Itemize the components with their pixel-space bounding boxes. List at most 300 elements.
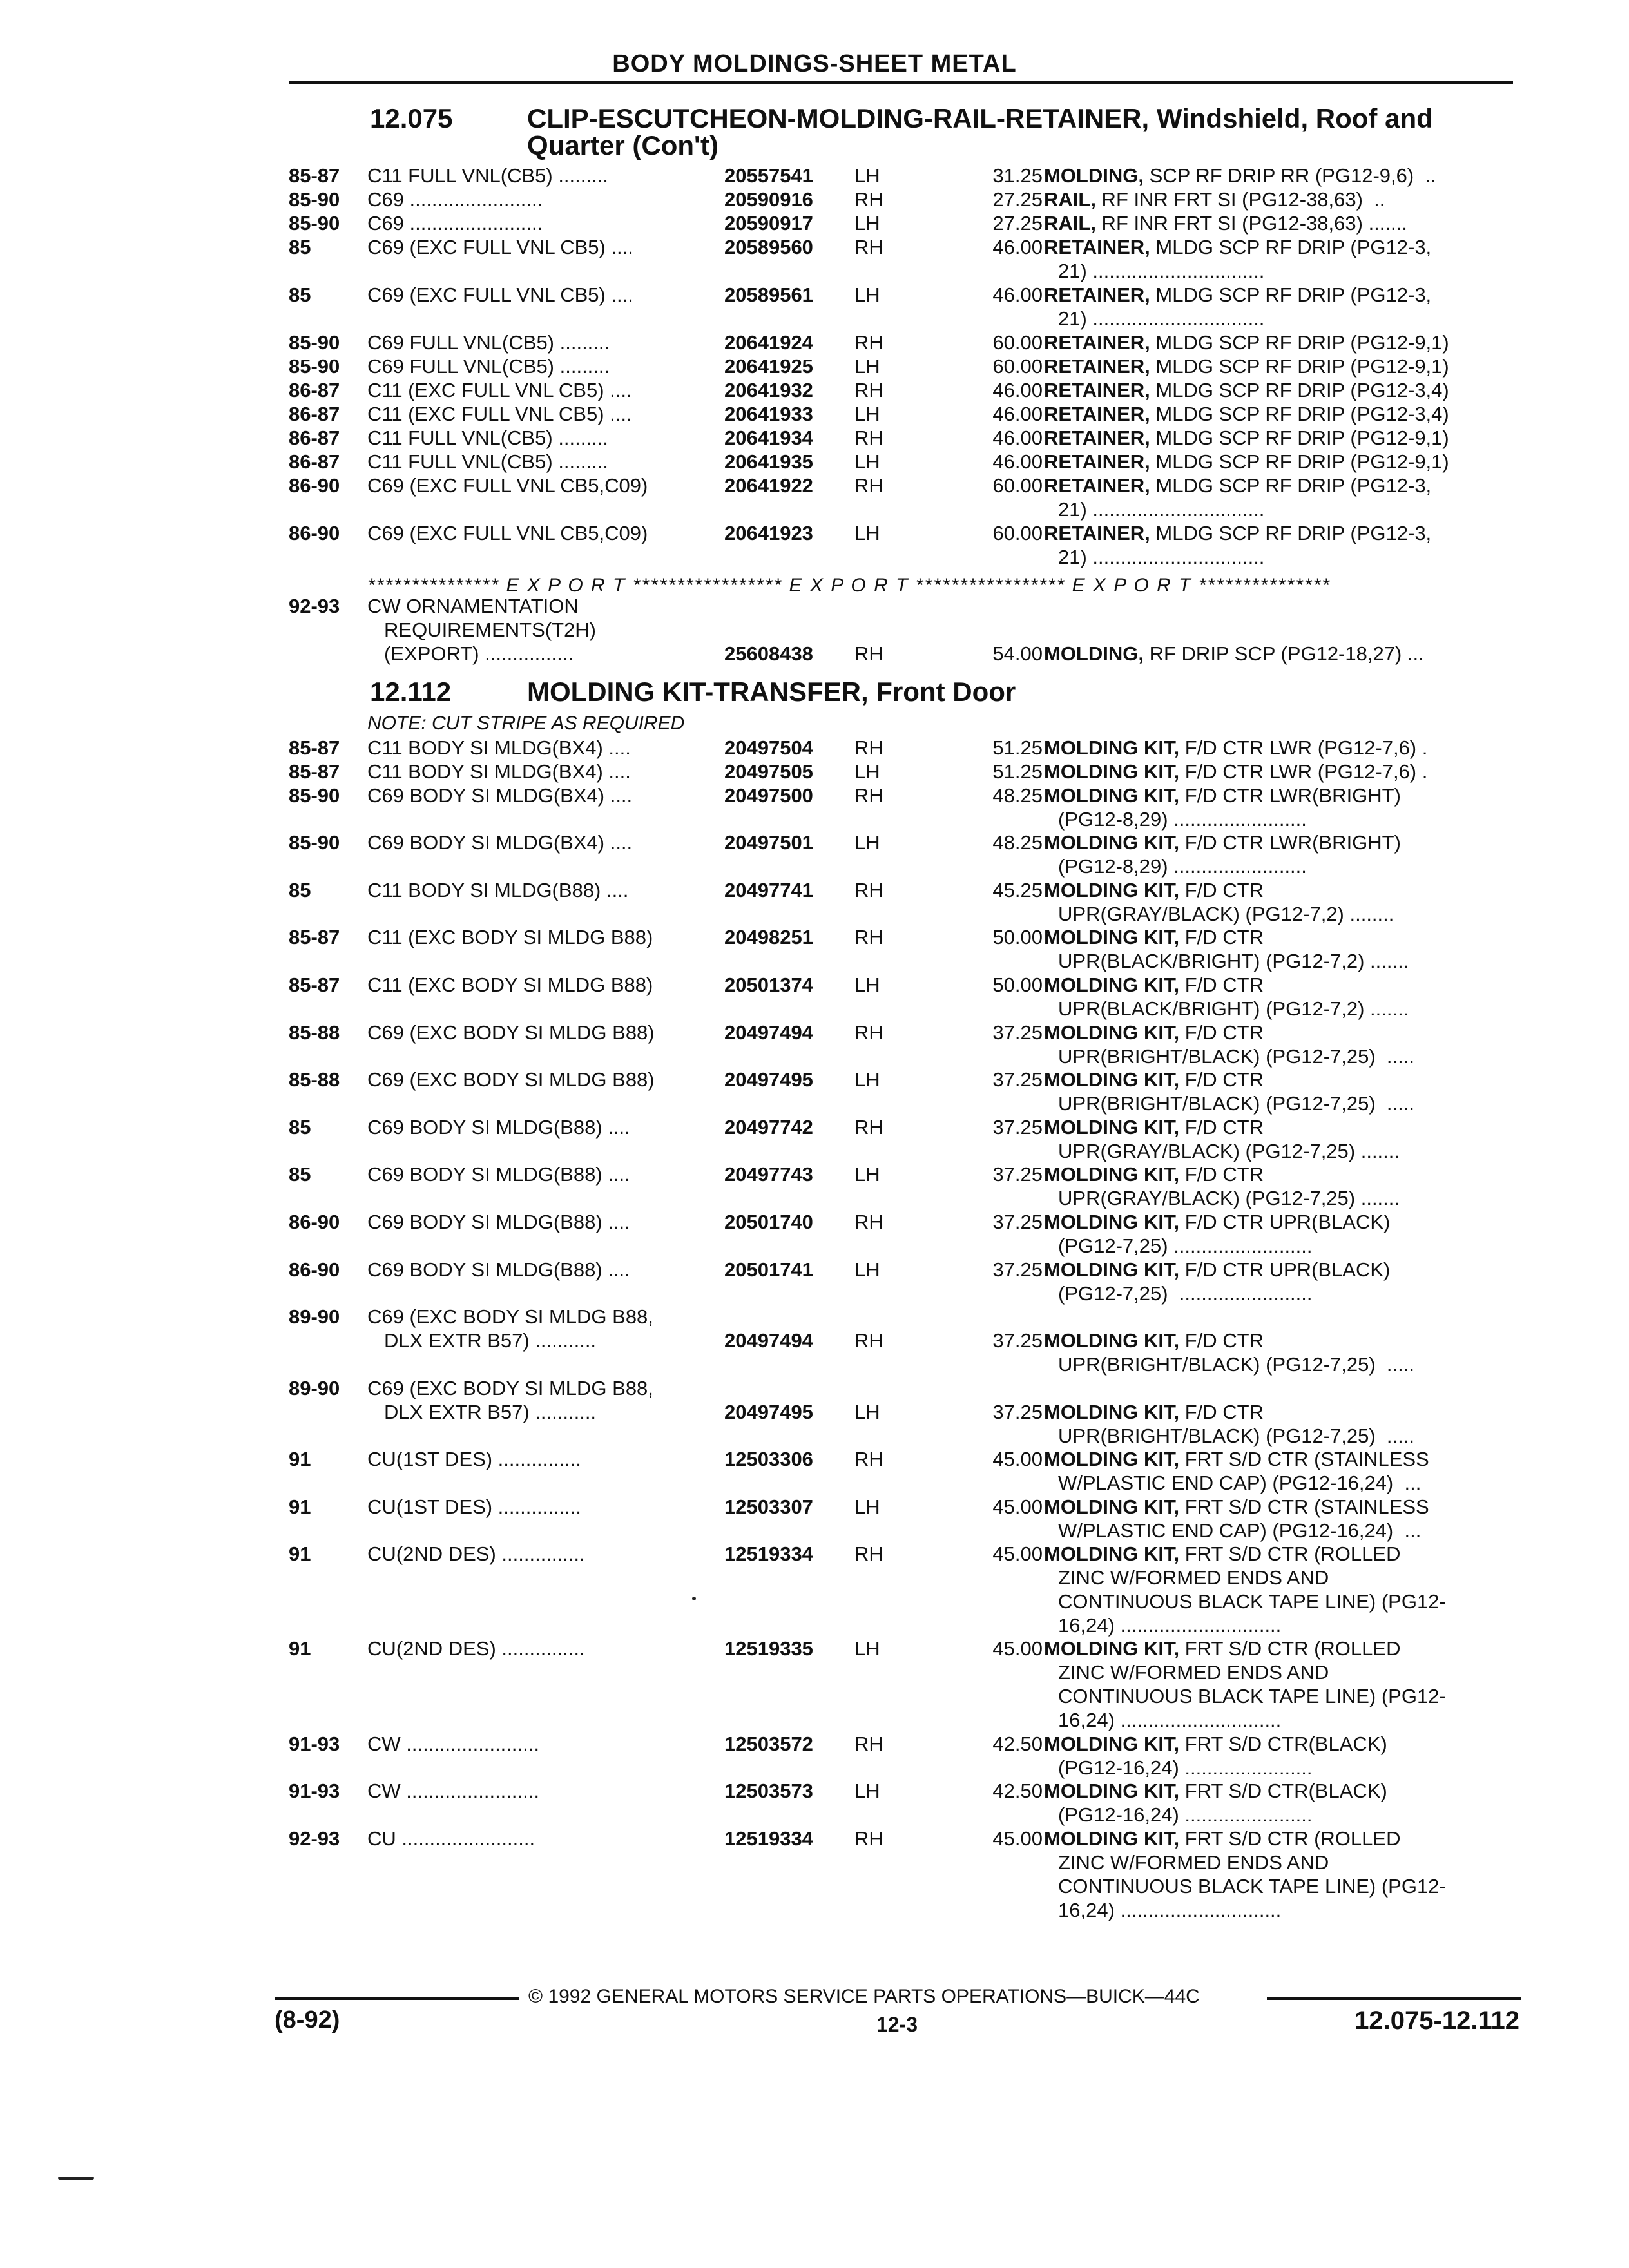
part-detail: MLDG SCP RF DRIP (PG12-9,1): [1150, 450, 1449, 473]
part-name: MOLDING KIT,: [1044, 1637, 1180, 1660]
part-number: 20641935: [724, 450, 813, 473]
side: LH: [854, 164, 880, 187]
model-desc: C11 FULL VNL(CB5) .........: [367, 450, 608, 473]
part-detail: FRT S/D CTR(BLACK): [1179, 1732, 1387, 1755]
scan-mark: [692, 1597, 696, 1600]
year-range: 85-87: [289, 164, 340, 187]
section-heading-12-112: [370, 677, 1530, 707]
part-number: 20641932: [724, 379, 813, 401]
side: RH: [854, 1732, 883, 1755]
part-detail: MLDG SCP RF DRIP (PG12-3,4): [1150, 379, 1449, 401]
model-desc: C69 (EXC BODY SI MLDG B88): [367, 1068, 655, 1091]
part-number: 20590917: [724, 212, 813, 235]
year-range: 85-90: [289, 783, 340, 807]
year-range: 86-90: [289, 1211, 340, 1233]
year-range: 86-87: [289, 450, 340, 473]
part-detail: F/D CTR: [1179, 1163, 1264, 1186]
price: 45.25: [992, 878, 1043, 901]
part-name: MOLDING KIT,: [1044, 1542, 1180, 1566]
part-detail: MLDG SCP RF DRIP (PG12-9,1): [1150, 331, 1449, 354]
side: RH: [854, 1329, 883, 1352]
part-name: MOLDING,: [1044, 164, 1144, 187]
side: LH: [854, 1780, 880, 1803]
year-range: 85-87: [289, 926, 340, 949]
model-desc: C69 ........................: [367, 188, 543, 211]
price: 50.00: [992, 974, 1043, 996]
price: 42.50: [992, 1780, 1043, 1803]
part-number: 20497504: [724, 736, 813, 759]
part-number: 20497741: [724, 878, 813, 901]
price: 37.25: [992, 1211, 1043, 1233]
section-note: NOTE: CUT STRIPE AS REQUIRED: [367, 713, 685, 734]
part-description: [1044, 187, 1508, 211]
price: 46.00: [992, 379, 1043, 401]
part-description: [1044, 450, 1508, 474]
part-detail: F/D CTR: [1179, 1021, 1264, 1044]
year-range: 91: [289, 1495, 311, 1518]
part-description-cont: W/PLASTIC END CAP) (PG12-16,24) ...: [1058, 1472, 1422, 1494]
year-range: 89-90: [289, 1376, 340, 1399]
part-description: [1044, 1068, 1508, 1091]
footer-rule-right: [1267, 1997, 1521, 2000]
model-desc: CU(1ST DES) ...............: [367, 1448, 581, 1470]
year-range: 85-90: [289, 188, 340, 211]
side: RH: [854, 1827, 883, 1850]
model-desc: C69 FULL VNL(CB5) .........: [367, 331, 610, 354]
price: 54.00: [992, 642, 1043, 665]
price: 27.25: [992, 212, 1043, 235]
part-number: 20641924: [724, 331, 813, 354]
model-desc: C69 (EXC BODY SI MLDG B88,: [367, 1305, 653, 1329]
part-description: [1044, 1779, 1508, 1803]
part-detail: F/D CTR LWR (PG12-7,6) .: [1179, 760, 1428, 783]
part-number: 20589561: [724, 284, 813, 306]
price: 60.00: [992, 522, 1043, 544]
part-name: MOLDING KIT,: [1044, 1021, 1180, 1044]
part-name: MOLDING KIT,: [1044, 783, 1180, 807]
part-number: 25608438: [724, 642, 813, 665]
price: 51.25: [992, 760, 1043, 783]
part-description: [1044, 211, 1508, 235]
part-number: 20497743: [724, 1163, 813, 1186]
price: 37.25: [992, 1400, 1043, 1423]
part-detail: F/D CTR: [1179, 926, 1264, 949]
part-description: [1044, 1732, 1508, 1756]
footer-section-range: 12.075-12.112: [1354, 2006, 1519, 2035]
part-name: MOLDING KIT,: [1044, 1068, 1180, 1091]
part-number: 20501740: [724, 1211, 813, 1233]
year-range: 85-87: [289, 736, 340, 759]
part-description-cont: UPR(BLACK/BRIGHT) (PG12-7,2) .......: [1058, 997, 1409, 1020]
price: 45.00: [992, 1495, 1043, 1518]
part-number: 20497495: [724, 1400, 813, 1423]
side: LH: [854, 212, 880, 235]
price: 50.00: [992, 926, 1043, 949]
part-description-cont: 21) ...............................: [1058, 546, 1265, 568]
year-range: 85-87: [289, 974, 340, 996]
part-name: MOLDING KIT,: [1044, 760, 1180, 783]
part-number: 20497500: [724, 783, 813, 807]
part-description: [1044, 1542, 1508, 1566]
part-number: 20501741: [724, 1258, 813, 1281]
part-name: MOLDING KIT,: [1044, 1495, 1180, 1518]
price: 46.00: [992, 284, 1043, 306]
part-description: [1044, 878, 1508, 902]
year-range: 85-88: [289, 1068, 340, 1091]
part-description: [1044, 474, 1508, 497]
price: 46.00: [992, 450, 1043, 473]
part-description: [1044, 402, 1508, 426]
year-range: 92-93: [289, 595, 340, 617]
part-description-cont: ZINC W/FORMED ENDS AND: [1058, 1850, 1329, 1874]
part-description: [1044, 426, 1508, 450]
price: 60.00: [992, 355, 1043, 378]
model-desc: C69 BODY SI MLDG(BX4) ....: [367, 783, 633, 807]
footer-copyright: © 1992 GENERAL MOTORS SERVICE PARTS OPERATIONS—BUICK—44C: [528, 1986, 1200, 2007]
part-name: MOLDING KIT,: [1044, 1115, 1180, 1139]
part-name: MOLDING KIT,: [1044, 974, 1180, 996]
section-number: 12.112: [370, 677, 452, 707]
side: LH: [854, 1068, 880, 1091]
part-name: RETAINER,: [1044, 474, 1150, 497]
price: 46.00: [992, 236, 1043, 258]
part-description-cont: UPR(BRIGHT/BLACK) (PG12-7,25) .....: [1058, 1353, 1414, 1376]
part-detail: FRT S/D CTR (STAINLESS: [1179, 1448, 1429, 1470]
year-range: 85: [289, 1115, 311, 1139]
part-description-cont: CONTINUOUS BLACK TAPE LINE) (PG12-: [1058, 1590, 1446, 1613]
part-detail: FRT S/D CTR (ROLLED: [1179, 1542, 1401, 1566]
price: 46.00: [992, 403, 1043, 425]
section-number: 12.075: [370, 103, 453, 133]
year-range: 91: [289, 1542, 311, 1566]
part-number: 20497742: [724, 1115, 813, 1139]
model-desc-cont: REQUIREMENTS(T2H): [384, 619, 596, 641]
part-description-cont: UPR(GRAY/BLACK) (PG12-7,25) .......: [1058, 1139, 1400, 1162]
year-range: 86-87: [289, 379, 340, 401]
side: RH: [854, 427, 883, 449]
model-desc: CU(2ND DES) ...............: [367, 1637, 585, 1660]
footer-page-number: 12-3: [876, 2013, 918, 2036]
price: 45.00: [992, 1827, 1043, 1850]
part-description-cont: W/PLASTIC END CAP) (PG12-16,24) ...: [1058, 1519, 1422, 1542]
year-range: 91: [289, 1448, 311, 1470]
part-name: RETAINER,: [1044, 284, 1150, 306]
side: LH: [854, 1400, 880, 1423]
model-desc: C11 FULL VNL(CB5) .........: [367, 164, 608, 187]
side: RH: [854, 379, 883, 401]
price: 37.25: [992, 1068, 1043, 1091]
side: LH: [854, 974, 880, 996]
price: 42.50: [992, 1732, 1043, 1755]
price: 46.00: [992, 427, 1043, 449]
price: 31.25: [992, 164, 1043, 187]
part-name: RETAINER,: [1044, 331, 1150, 354]
part-name: RETAINER,: [1044, 379, 1150, 401]
part-number: 20641933: [724, 403, 813, 425]
part-detail: F/D CTR: [1179, 1400, 1264, 1423]
model-desc: C69 (EXC BODY SI MLDG B88): [367, 1021, 655, 1044]
year-range: 85-90: [289, 831, 340, 854]
part-name: MOLDING KIT,: [1044, 1258, 1180, 1281]
part-description-cont: CONTINUOUS BLACK TAPE LINE) (PG12-: [1058, 1685, 1446, 1708]
part-name: MOLDING KIT,: [1044, 1163, 1180, 1186]
part-description-cont: UPR(GRAY/BLACK) (PG12-7,25) .......: [1058, 1187, 1400, 1210]
part-description: [1044, 1258, 1508, 1282]
part-description-cont: 21) ...............................: [1058, 307, 1265, 330]
side: RH: [854, 642, 883, 665]
part-name: MOLDING KIT,: [1044, 1780, 1180, 1803]
part-name: MOLDING KIT,: [1044, 878, 1180, 901]
price: 37.25: [992, 1329, 1043, 1352]
part-detail: MLDG SCP RF DRIP (PG12-3,: [1150, 522, 1432, 544]
side: LH: [854, 403, 880, 425]
part-number: 12503572: [724, 1732, 813, 1755]
part-name: MOLDING,: [1044, 642, 1144, 665]
part-name: MOLDING KIT,: [1044, 1732, 1180, 1755]
part-detail: RF DRIP SCP (PG12-18,27) ...: [1144, 642, 1424, 665]
side: LH: [854, 522, 880, 544]
model-desc: CW ORNAMENTATION: [367, 595, 579, 617]
year-range: 91: [289, 1637, 311, 1660]
part-description-cont: 21) ...............................: [1058, 260, 1265, 282]
part-description: [1044, 736, 1508, 760]
side: RH: [854, 1448, 883, 1470]
part-description-cont: (PG12-7,25) ........................: [1058, 1282, 1313, 1305]
section-heading-12-075: [370, 103, 1530, 161]
part-description: [1044, 1021, 1508, 1044]
model-desc: C11 BODY SI MLDG(BX4) ....: [367, 760, 631, 783]
part-name: MOLDING KIT,: [1044, 1329, 1180, 1352]
part-description-cont: UPR(BRIGHT/BLACK) (PG12-7,25) .....: [1058, 1092, 1414, 1115]
part-description: [1044, 354, 1508, 378]
side: LH: [854, 1258, 880, 1281]
part-description: [1044, 1210, 1508, 1234]
side: RH: [854, 188, 883, 211]
part-detail: F/D CTR: [1179, 1068, 1264, 1091]
section-title-cont: Quarter (Con't): [527, 130, 718, 160]
part-description: [1044, 783, 1508, 807]
part-detail: F/D CTR: [1179, 974, 1264, 996]
scan-mark: [58, 2177, 94, 2180]
footer-date: (8-92): [275, 2006, 340, 2033]
part-detail: MLDG SCP RF DRIP (PG12-3,: [1150, 474, 1432, 497]
part-name: RETAINER,: [1044, 236, 1150, 258]
price: 51.25: [992, 736, 1043, 759]
part-number: 20498251: [724, 926, 813, 949]
model-desc: C69 (EXC FULL VNL CB5,C09): [367, 522, 648, 544]
part-number: 20497494: [724, 1021, 813, 1044]
model-desc: C11 BODY SI MLDG(BX4) ....: [367, 736, 631, 759]
year-range: 86-87: [289, 427, 340, 449]
part-description-cont: (PG12-7,25) .........................: [1058, 1235, 1313, 1257]
part-description-cont: (PG12-8,29) ........................: [1058, 807, 1307, 831]
part-description: [1044, 331, 1508, 354]
part-description-cont: 21) ...............................: [1058, 498, 1265, 521]
year-range: 85: [289, 284, 311, 306]
price: 37.25: [992, 1258, 1043, 1281]
part-detail: F/D CTR LWR(BRIGHT): [1179, 783, 1401, 807]
part-description-cont: (PG12-8,29) ........................: [1058, 855, 1307, 878]
part-name: RETAINER,: [1044, 450, 1150, 473]
part-description: [1044, 1162, 1508, 1186]
side: RH: [854, 236, 883, 258]
part-detail: FRT S/D CTR (ROLLED: [1179, 1637, 1401, 1660]
part-number: 20501374: [724, 974, 813, 996]
model-desc: C69 (EXC FULL VNL CB5) ....: [367, 236, 633, 258]
year-range: 86-90: [289, 1258, 340, 1281]
model-desc: C11 (EXC FULL VNL CB5) ....: [367, 403, 632, 425]
part-name: MOLDING KIT,: [1044, 736, 1180, 759]
model-desc: C69 BODY SI MLDG(B88) ....: [367, 1115, 630, 1139]
part-description: [1044, 973, 1508, 997]
year-range: 85-90: [289, 212, 340, 235]
part-description: [1044, 1115, 1508, 1139]
part-name: MOLDING KIT,: [1044, 926, 1180, 949]
part-detail: MLDG SCP RF DRIP (PG12-3,4): [1150, 403, 1449, 425]
side: LH: [854, 1495, 880, 1518]
part-number: 20497501: [724, 831, 813, 854]
footer-rule-left: [275, 1997, 519, 2000]
price: 45.00: [992, 1542, 1043, 1566]
side: RH: [854, 1211, 883, 1233]
model-desc: C69 BODY SI MLDG(B88) ....: [367, 1258, 630, 1281]
part-description: [1044, 642, 1508, 666]
section-title: MOLDING KIT-TRANSFER, Front Door: [527, 677, 1016, 707]
part-name: RETAINER,: [1044, 355, 1150, 378]
part-detail: F/D CTR LWR (PG12-7,6) .: [1179, 736, 1428, 759]
price: 37.25: [992, 1021, 1043, 1044]
model-desc: C69 (EXC FULL VNL CB5) ....: [367, 284, 633, 306]
model-desc: CW ........................: [367, 1780, 539, 1803]
export-separator: *************** E X P O R T ***************** E X P O R T ***************** E X P O R T ***************: [367, 575, 1331, 596]
part-description-cont: 16,24) .............................: [1058, 1614, 1282, 1637]
part-description-cont: UPR(BLACK/BRIGHT) (PG12-7,2) .......: [1058, 950, 1409, 973]
part-description-cont: ZINC W/FORMED ENDS AND: [1058, 1566, 1329, 1590]
side: LH: [854, 760, 880, 783]
part-description: [1044, 1637, 1508, 1660]
part-detail: F/D CTR: [1179, 1115, 1264, 1139]
part-description: [1044, 283, 1508, 307]
side: RH: [854, 474, 883, 497]
part-number: 20589560: [724, 236, 813, 258]
price: 37.25: [992, 1163, 1043, 1186]
price: 45.00: [992, 1637, 1043, 1660]
part-description-cont: UPR(BRIGHT/BLACK) (PG12-7,25) .....: [1058, 1424, 1414, 1447]
model-desc: C69 (EXC BODY SI MLDG B88,: [367, 1376, 653, 1399]
side: RH: [854, 331, 883, 354]
part-description: [1044, 1495, 1508, 1519]
year-range: 91-93: [289, 1732, 340, 1755]
model-desc: C69 BODY SI MLDG(B88) ....: [367, 1163, 630, 1186]
part-description-cont: ZINC W/FORMED ENDS AND: [1058, 1661, 1329, 1684]
model-desc: C69 BODY SI MLDG(BX4) ....: [367, 831, 633, 854]
year-range: 85: [289, 1163, 311, 1186]
side: RH: [854, 1115, 883, 1139]
year-range: 85-88: [289, 1021, 340, 1044]
price: 48.25: [992, 783, 1043, 807]
part-number: 20497495: [724, 1068, 813, 1091]
part-detail: MLDG SCP RF DRIP (PG12-3,: [1150, 236, 1432, 258]
model-desc: C69 (EXC FULL VNL CB5,C09): [367, 474, 648, 497]
model-desc-cont: DLX EXTR B57) ...........: [384, 1400, 597, 1423]
year-range: 85-90: [289, 355, 340, 378]
part-number: 20641922: [724, 474, 813, 497]
part-description: [1044, 760, 1508, 783]
model-desc-cont: DLX EXTR B57) ...........: [384, 1329, 597, 1352]
year-range: 85-90: [289, 331, 340, 354]
model-desc: CU(1ST DES) ...............: [367, 1495, 581, 1518]
side: RH: [854, 783, 883, 807]
part-number: 20641934: [724, 427, 813, 449]
part-number: 20641925: [724, 355, 813, 378]
part-description-cont: UPR(BRIGHT/BLACK) (PG12-7,25) .....: [1058, 1044, 1414, 1068]
part-description: [1044, 164, 1508, 187]
year-range: 89-90: [289, 1305, 340, 1329]
part-detail: FRT S/D CTR(BLACK): [1179, 1780, 1387, 1803]
part-detail: F/D CTR: [1179, 878, 1264, 901]
part-description: [1044, 1400, 1508, 1424]
price: 45.00: [992, 1448, 1043, 1470]
part-name: MOLDING KIT,: [1044, 1211, 1180, 1233]
part-detail: RF INR FRT SI (PG12-38,63) ..: [1095, 188, 1385, 211]
model-desc: C11 (EXC BODY SI MLDG B88): [367, 926, 653, 949]
part-name: RETAINER,: [1044, 522, 1150, 544]
part-number: 12503307: [724, 1495, 813, 1518]
side: LH: [854, 284, 880, 306]
side: RH: [854, 1542, 883, 1566]
section-title: CLIP-ESCUTCHEON-MOLDING-RAIL-RETAINER, Windshield, Roof and: [527, 103, 1433, 133]
part-description-cont: (PG12-16,24) .......................: [1058, 1756, 1313, 1779]
model-desc: CU ........................: [367, 1827, 535, 1850]
title-rule: [289, 81, 1513, 84]
part-name: MOLDING KIT,: [1044, 1400, 1180, 1423]
part-description: [1044, 1827, 1508, 1850]
price: 48.25: [992, 831, 1043, 854]
part-name: MOLDING KIT,: [1044, 831, 1180, 854]
part-detail: F/D CTR UPR(BLACK): [1179, 1211, 1391, 1233]
part-name: RAIL,: [1044, 212, 1096, 235]
part-number: 12519334: [724, 1827, 813, 1850]
part-number: 12519335: [724, 1637, 813, 1660]
side: RH: [854, 926, 883, 949]
part-detail: MLDG SCP RF DRIP (PG12-9,1): [1150, 427, 1449, 449]
part-name: MOLDING KIT,: [1044, 1827, 1180, 1850]
part-number: 20497494: [724, 1329, 813, 1352]
year-range: 91-93: [289, 1780, 340, 1803]
year-range: 86-90: [289, 474, 340, 497]
part-description: [1044, 1447, 1508, 1471]
part-detail: F/D CTR LWR(BRIGHT): [1179, 831, 1401, 854]
part-name: RAIL,: [1044, 188, 1096, 211]
part-number: 20641923: [724, 522, 813, 544]
part-description-cont: 16,24) .............................: [1058, 1709, 1282, 1732]
year-range: 92-93: [289, 1827, 340, 1850]
side: LH: [854, 831, 880, 854]
model-desc: CW ........................: [367, 1732, 539, 1755]
year-range: 85-87: [289, 760, 340, 783]
side: RH: [854, 1021, 883, 1044]
part-detail: FRT S/D CTR (ROLLED: [1179, 1827, 1401, 1850]
part-detail: F/D CTR: [1179, 1329, 1264, 1352]
side: LH: [854, 1637, 880, 1660]
part-description: [1044, 831, 1508, 854]
part-description: [1044, 521, 1508, 545]
part-detail: MLDG SCP RF DRIP (PG12-3,: [1150, 284, 1432, 306]
part-number: 12519334: [724, 1542, 813, 1566]
part-detail: F/D CTR UPR(BLACK): [1179, 1258, 1391, 1281]
part-description: [1044, 925, 1508, 949]
part-description: [1044, 235, 1508, 259]
